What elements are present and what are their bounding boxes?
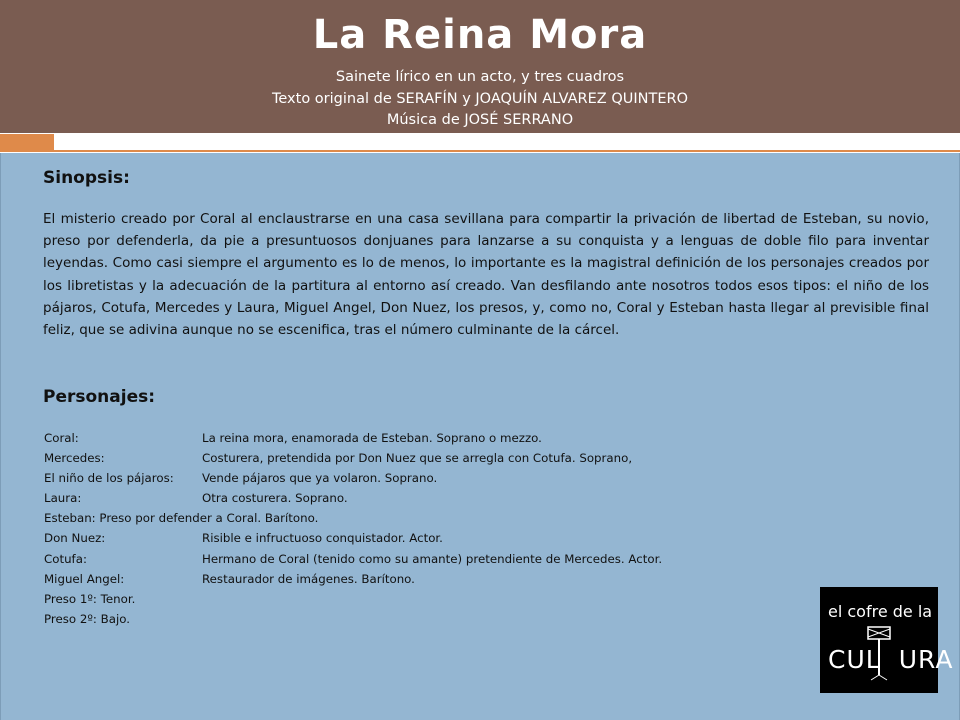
character-name: Preso 1º: (44, 591, 101, 606)
character-name: Don Nuez: (44, 531, 106, 546)
character-row (44, 589, 804, 609)
header-banner (0, 0, 960, 133)
accent-divider (0, 150, 960, 152)
character-row (44, 549, 804, 569)
subtitle-music: Música de JOSÉ SERRANO (386, 112, 574, 128)
sinopsis-text: El misterio creado por Coral al enclaustrarse en una casa sevillana para compartir la privación de libertad de Esteban, su novio, preso por defenderla, da pie a presuntuosos donjuanes para lanzarse a su conquista y a lenguas de doble filo para inventar leyendas. Como casi siempre el argumento es lo de menos, lo importante es la magistral definición de los personajes creados por los libretistas y la adecuación de la partitura al entorno así creado. Van desfilando ante nosotros todos esos tipos: el niño de los pájaros, Cotufa, Mercedes y Laura, Miguel Angel, Don Nuez, los presos, y, como no, Coral y Esteban hasta llegar al previsible final feliz, que se adivina aunque no se escenifica, tras el número culminante de la cárcel. (43, 211, 929, 339)
accent-gap (54, 134, 58, 150)
character-row (44, 468, 804, 488)
logo-text-ura: URA (898, 645, 954, 674)
logo-text-cul: CUL (828, 645, 881, 674)
character-name: Laura: (44, 491, 82, 506)
character-name: El niño de los pájaros: (44, 471, 174, 486)
character-description: Vende pájaros que ya volaron. Soprano. (202, 471, 438, 486)
character-description: Costurera, pretendida por Don Nuez que se arregla con Cotufa. Soprano, (202, 451, 633, 466)
character-name: Miguel Angel: (44, 571, 125, 586)
page-title: La Reina Mora (312, 12, 648, 58)
character-row (44, 448, 804, 468)
character-row (44, 569, 804, 589)
logo-text-top: el cofre de la (828, 602, 933, 621)
character-description: Tenor. (100, 591, 136, 606)
character-name: Mercedes: (44, 451, 105, 466)
character-row (44, 609, 804, 629)
logo-text-bottom (828, 645, 953, 674)
character-description: Hermano de Coral (tenido como su amante) pretendiente de Mercedes. Actor. (202, 551, 663, 566)
character-description: Preso por defender a Coral. Barítono. (99, 511, 319, 526)
subtitle-authors: Texto original de SERAFÍN y JOAQUÍN ALVAREZ QUINTERO (272, 91, 688, 107)
character-row (44, 528, 804, 548)
character-list (44, 428, 804, 629)
character-description: Risible e infructuoso conquistador. Actor. (202, 531, 443, 546)
character-name: Esteban: (44, 511, 100, 526)
personajes-heading: Personajes: (43, 387, 156, 407)
character-row (44, 508, 804, 528)
character-name: Cotufa: (44, 551, 87, 566)
accent-block (0, 134, 54, 150)
sinopsis-heading: Sinopsis: (43, 168, 130, 188)
character-description: Otra costurera. Soprano. (202, 491, 348, 506)
character-description: Bajo. (100, 611, 131, 626)
cofre-cultura-logo (820, 587, 954, 693)
subtitle-genre: Sainete lírico en un acto, y tres cuadros (335, 69, 625, 85)
character-name: Preso 2º: (44, 611, 101, 626)
character-description: La reina mora, enamorada de Esteban. Soprano o mezzo. (202, 431, 542, 445)
character-row (44, 488, 804, 508)
character-name: Coral: (44, 431, 79, 445)
character-description: Restaurador de imágenes. Barítono. (202, 571, 415, 586)
character-row (44, 428, 804, 448)
